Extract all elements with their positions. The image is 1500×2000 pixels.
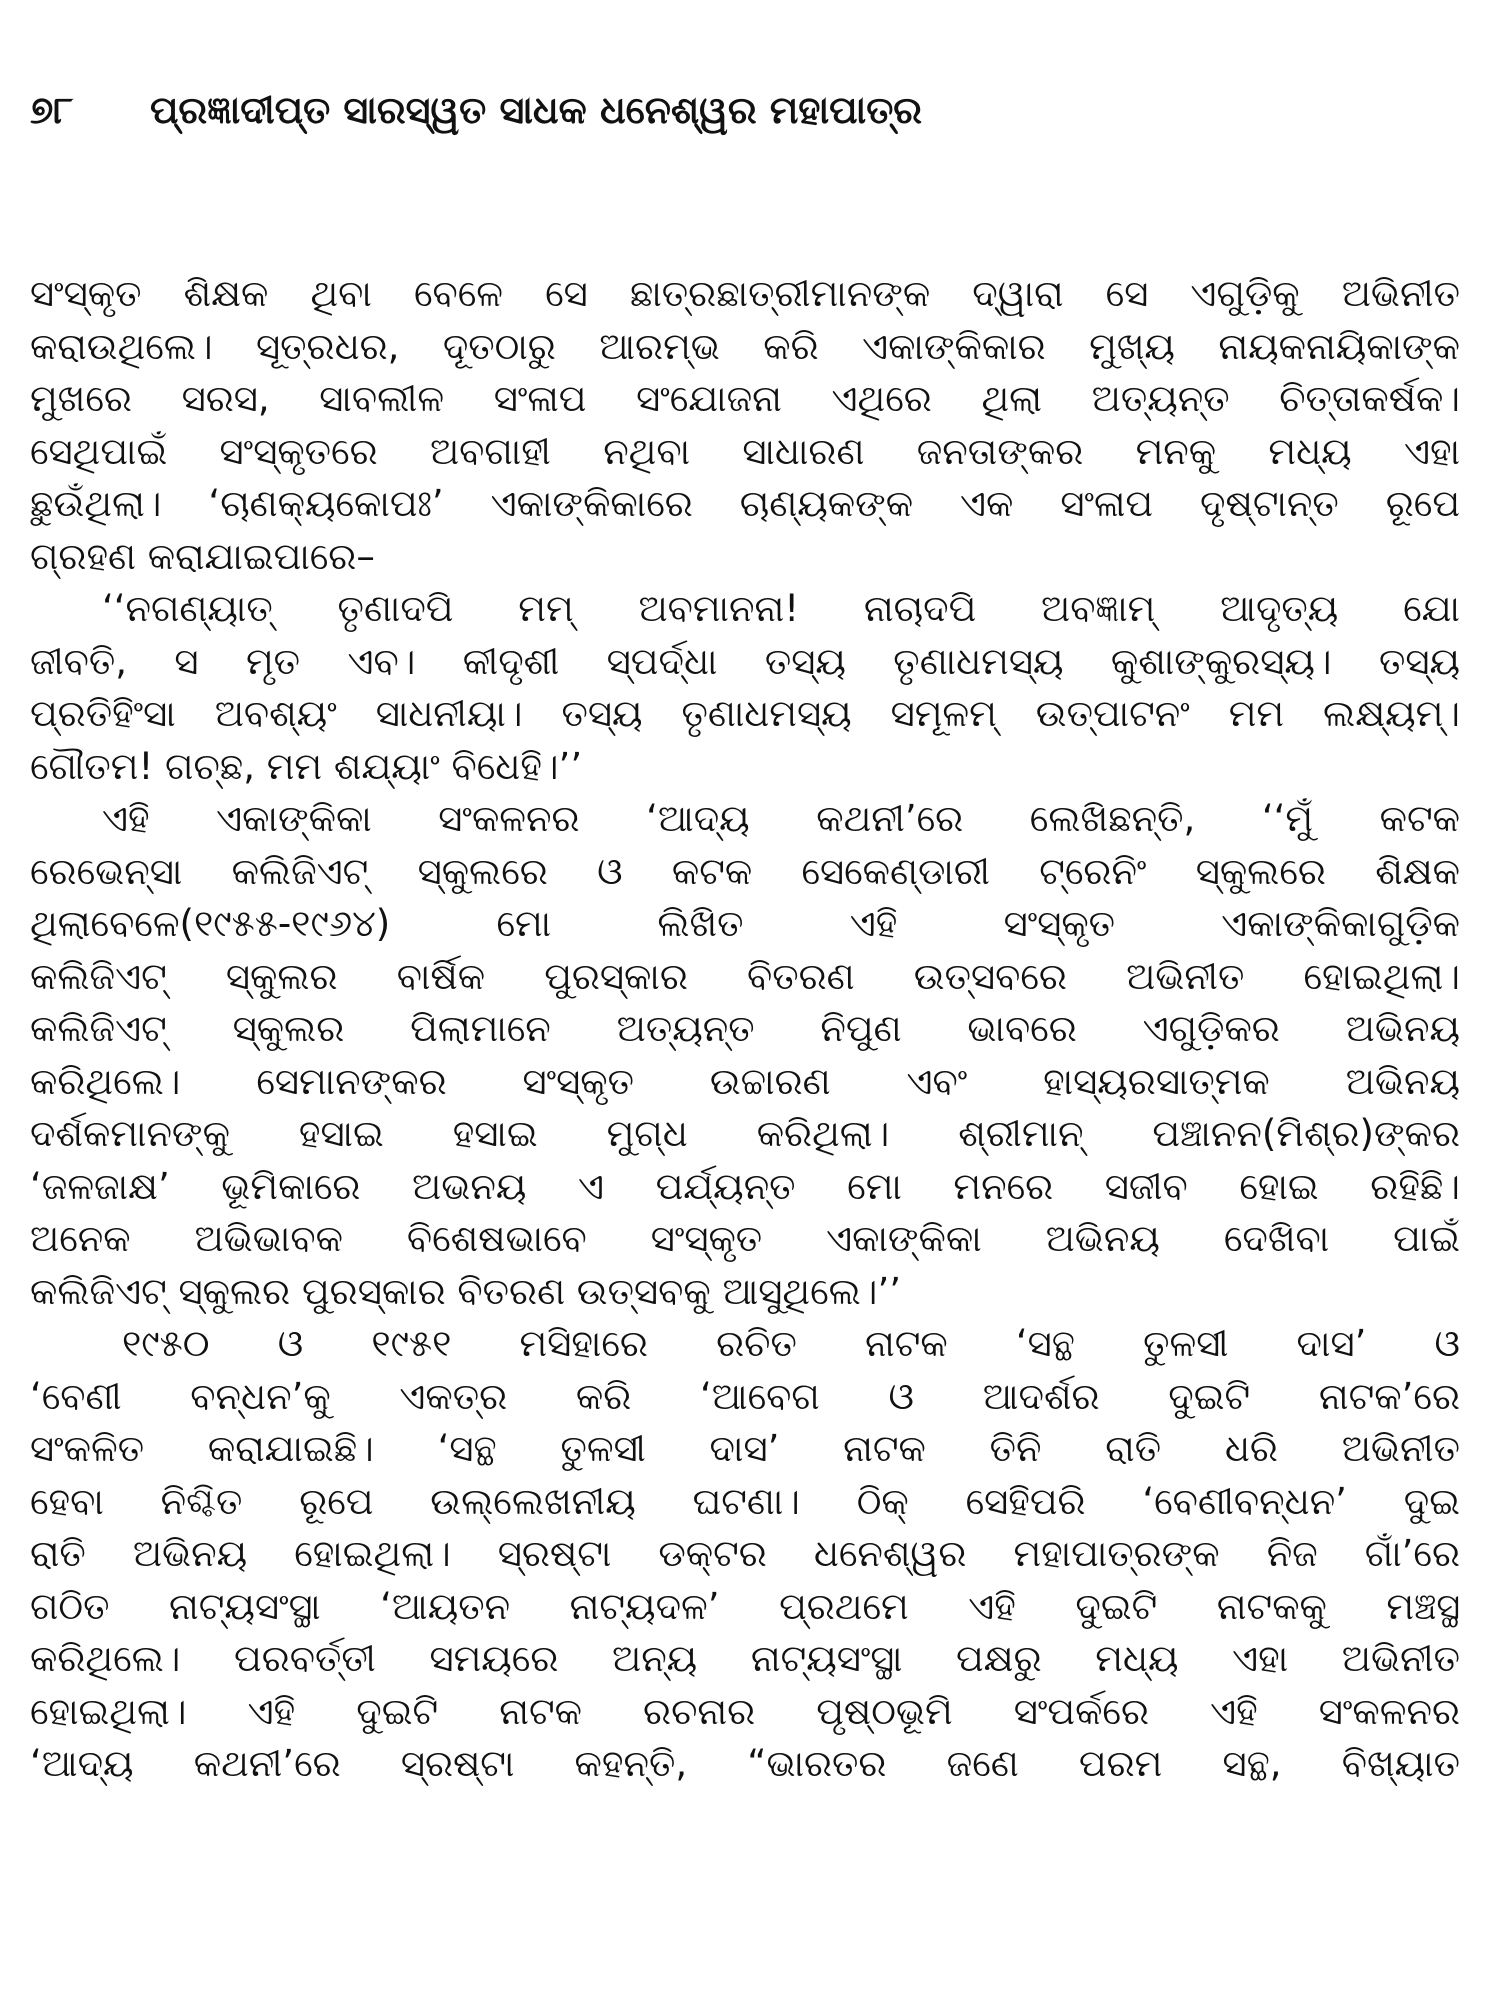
text-line: କରାଉଥିଲେ। ସୂତ୍ରଧର, ଦୂତଠାରୁ ଆରମ୍ଭ କରି ଏକାଙ୍କିକାର ମୁଖ୍ୟ ନାୟକନାୟିକାଙ୍କ: [30, 324, 1460, 368]
page-heading: ପ୍ରଜ୍ଞାଦୀପ୍ତ ସାରସ୍ୱତ ସାଧକ ଧନେଶ୍ୱର ମହାପାତ୍ର: [150, 88, 923, 132]
text-line: ସେଥିପାଇଁ ସଂସ୍କୃତରେ ଅବଗାହୀ ନଥିବା ସାଧାରଣ ଜନତାଙ୍କର ମନକୁ ମଧ୍ୟ ଏହା: [30, 429, 1460, 473]
text-line: ହେବା ନିଶ୍ଚିତ ରୂପେ ଉଲ୍ଲେଖନୀୟ ଘଟଣା। ଠିକ୍ ସେହିପରି ‘ବେଣୀବନ୍ଧନ’ ଦୁଇ: [30, 1479, 1460, 1523]
text-line: ରେଭେନ୍ସା କଲିଜିଏଟ୍ ସ୍କୁଲରେ ଓ କଟକ ସେକେଣ୍ଡାରୀ ଟ୍ରେନିଂ ସ୍କୁଲରେ ଶିକ୍ଷକ: [30, 849, 1460, 893]
quote-line: ପ୍ରତିହିଂସା ଅବଶ୍ୟଂ ସାଧନୀୟା। ତସ୍ୟ ତୃଣାଧମସ୍ୟ ସମୂଳମ୍ ଉତ୍ପାଟନଂ ମମ ଲକ୍ଷ୍ୟମ୍।: [30, 692, 1460, 735]
text-line: କରିଥିଲେ। ସେମାନଙ୍କର ସଂସ୍କୃତ ଉଚ୍ଚାରଣ ଏବଂ ହାସ୍ୟରସାତ୍ମକ ଅଭିନୟ: [30, 1059, 1460, 1103]
text-line: ଏହି ଏକାଙ୍କିକା ସଂକଳନର ‘ଆଦ୍ୟ କଥନୀ’ରେ ଲେଖିଛନ୍ତି, ‘‘ମୁଁ କଟକ: [102, 797, 1460, 840]
quote-line: ଜୀବତି, ସ ମୃତ ଏବ। କୀଦୃଶୀ ସ୍ପର୍ଦ୍ଧା ତସ୍ୟ ତୃଣାଧମସ୍ୟ କୁଶାଙ୍କୁରସ୍ୟ। ତସ୍ୟ: [30, 639, 1460, 683]
text-line: ଗ୍ରହଣ କରାଯାଇପାରେ–: [30, 534, 375, 578]
text-line: କରିଥିଲେ। ପରବର୍ତ୍ତୀ ସମୟରେ ଅନ୍ୟ ନାଟ୍ୟସଂସ୍ଥା ପକ୍ଷରୁ ମଧ୍ୟ ଏହା ଅଭିନୀତ: [30, 1637, 1460, 1680]
text-line: ଦର୍ଶକମାନଙ୍କୁ ହସାଇ ହସାଇ ମୁଗ୍ଧ କରିଥିଲା। ଶ୍ରୀମାନ୍ ପଞ୍ଚାନନ(ମିଶ୍ର)ଙ୍କର: [30, 1112, 1460, 1155]
text-line: ସଂସ୍କୃତ ଶିକ୍ଷକ ଥିବା ବେଳେ ସେ ଛାତ୍ରଛାତ୍ରୀମାନଙ୍କ ଦ୍ୱାରା ସେ ଏଗୁଡ଼ିକୁ ଅଭିନୀତ: [30, 272, 1460, 315]
quote-line: ଗୌତମ! ଗଚ୍ଛ, ମମ ଶଯ୍ୟାଂ ବିଧେହି।’’: [30, 744, 583, 788]
text-line: ସଂକଳିତ କରାଯାଇଛି। ‘ସନ୍ଥ ତୁଳସୀ ଦାସ’ ନାଟକ ତିନି ରାତି ଧରି ଅଭିନୀତ: [30, 1427, 1460, 1470]
running-head: [30, 88, 1460, 158]
text-line: ଗଠିତ ନାଟ୍ୟସଂସ୍ଥା ‘ଆୟତନ ନାଟ୍ୟଦଳ’ ପ୍ରଥମେ ଏହି ଦୁଇଟି ନାଟକକୁ ମଞ୍ଚସ୍ଥ: [30, 1584, 1460, 1628]
text-line: କଲିଜିଏଟ୍ ସ୍କୁଲର ବାର୍ଷିକ ପୁରସ୍କାର ବିତରଣ ଉତ୍ସବରେ ଅଭିନୀତ ହୋଇଥିଲା।: [30, 954, 1460, 998]
text-line: ଅନେକ ଅଭିଭାବକ ବିଶେଷଭାବେ ସଂସ୍କୃତ ଏକାଙ୍କିକା ଅଭିନୟ ଦେଖିବା ପାଇଁ: [30, 1217, 1460, 1260]
text-line: ୧୯୫୦ ଓ ୧୯୫୧ ମସିହାରେ ରଚିତ ନାଟକ ‘ସନ୍ଥ ତୁଳସୀ ଦାସ’ ଓ: [122, 1322, 1460, 1365]
page-number: ୭୮: [30, 88, 74, 132]
quote-line: ‘‘ନଗଣ୍ୟାତ୍ ତୃଣାଦପି ମମ୍ ଅବମାନନା! ନାଚାଦପି ଅବଜ୍ଞାମ୍ ଆଦୃତ୍ୟ ଯୋ: [102, 587, 1460, 630]
text-line: ହୋଇଥିଲା। ଏହି ଦୁଇଟି ନାଟକ ରଚନାର ପୃଷ୍ଠଭୂମି ସଂପର୍କରେ ଏହି ସଂକଳନର: [30, 1689, 1460, 1733]
text-line: ‘ବେଣୀ ବନ୍ଧନ’କୁ ଏକତ୍ର କରି ‘ଆବେଗ ଓ ଆଦର୍ଶର ଦୁଇଟି ନାଟକ’ରେ: [30, 1374, 1460, 1418]
text-line: ଥିଲାବେଳେ(୧୯୫୫-୧୯୬୪) ମୋ ଲିଖିତ ଏହି ସଂସ୍କୃତ ଏକାଙ୍କିକାଗୁଡ଼ିକ: [30, 902, 1460, 945]
text-line: କଲିଜିଏଟ୍ ସ୍କୁଲର ପିଲାମାନେ ଅତ୍ୟନ୍ତ ନିପୁଣ ଭାବରେ ଏଗୁଡ଼ିକର ଅଭିନୟ: [30, 1007, 1460, 1050]
text-line: ମୁଖରେ ସରସ, ସାବଲୀଳ ସଂଳାପ ସଂଯୋଜନା ଏଥିରେ ଥିଲା ଅତ୍ୟନ୍ତ ଚିତ୍ତାକର୍ଷକ।: [30, 377, 1460, 420]
text-line: ‘ଆଦ୍ୟ କଥନୀ’ରେ ସ୍ରଷ୍ଟା କହନ୍ତି, “ଭାରତର ଜଣେ ପରମ ସନ୍ଥ, ବିଖ୍ୟାତ: [30, 1742, 1460, 1785]
text-line: ଛୁଉଁଥିଲା। ‘ଚାଣକ୍ୟକୋପଃ’ ଏକାଙ୍କିକାରେ ଚାଣ୍ୟକଙ୍କ ଏକ ସଂଳାପ ଦୃଷ୍ଟାନ୍ତ ରୂପେ: [30, 482, 1460, 525]
text-line: ରାତି ଅଭିନୟ ହୋଇଥିଲା। ସ୍ରଷ୍ଟା ଡକ୍ଟର ଧନେଶ୍ୱର ମହାପାତ୍ରଙ୍କ ନିଜ ଗାଁ’ରେ: [30, 1532, 1460, 1575]
body-text: [30, 268, 1460, 1791]
text-line: ‘ଜଳଜାକ୍ଷ’ ଭୂମିକାରେ ଅଭନୟ ଏ ପର୍ଯ୍ୟନ୍ତ ମୋ ମନରେ ସଜୀବ ହୋଇ ରହିଛି।: [30, 1164, 1460, 1208]
text-line: କଲିଜିଏଟ୍ ସ୍କୁଲର ପୁରସ୍କାର ବିତରଣ ଉତ୍ସବକୁ ଆସୁଥିଲେ।’’: [30, 1269, 901, 1313]
